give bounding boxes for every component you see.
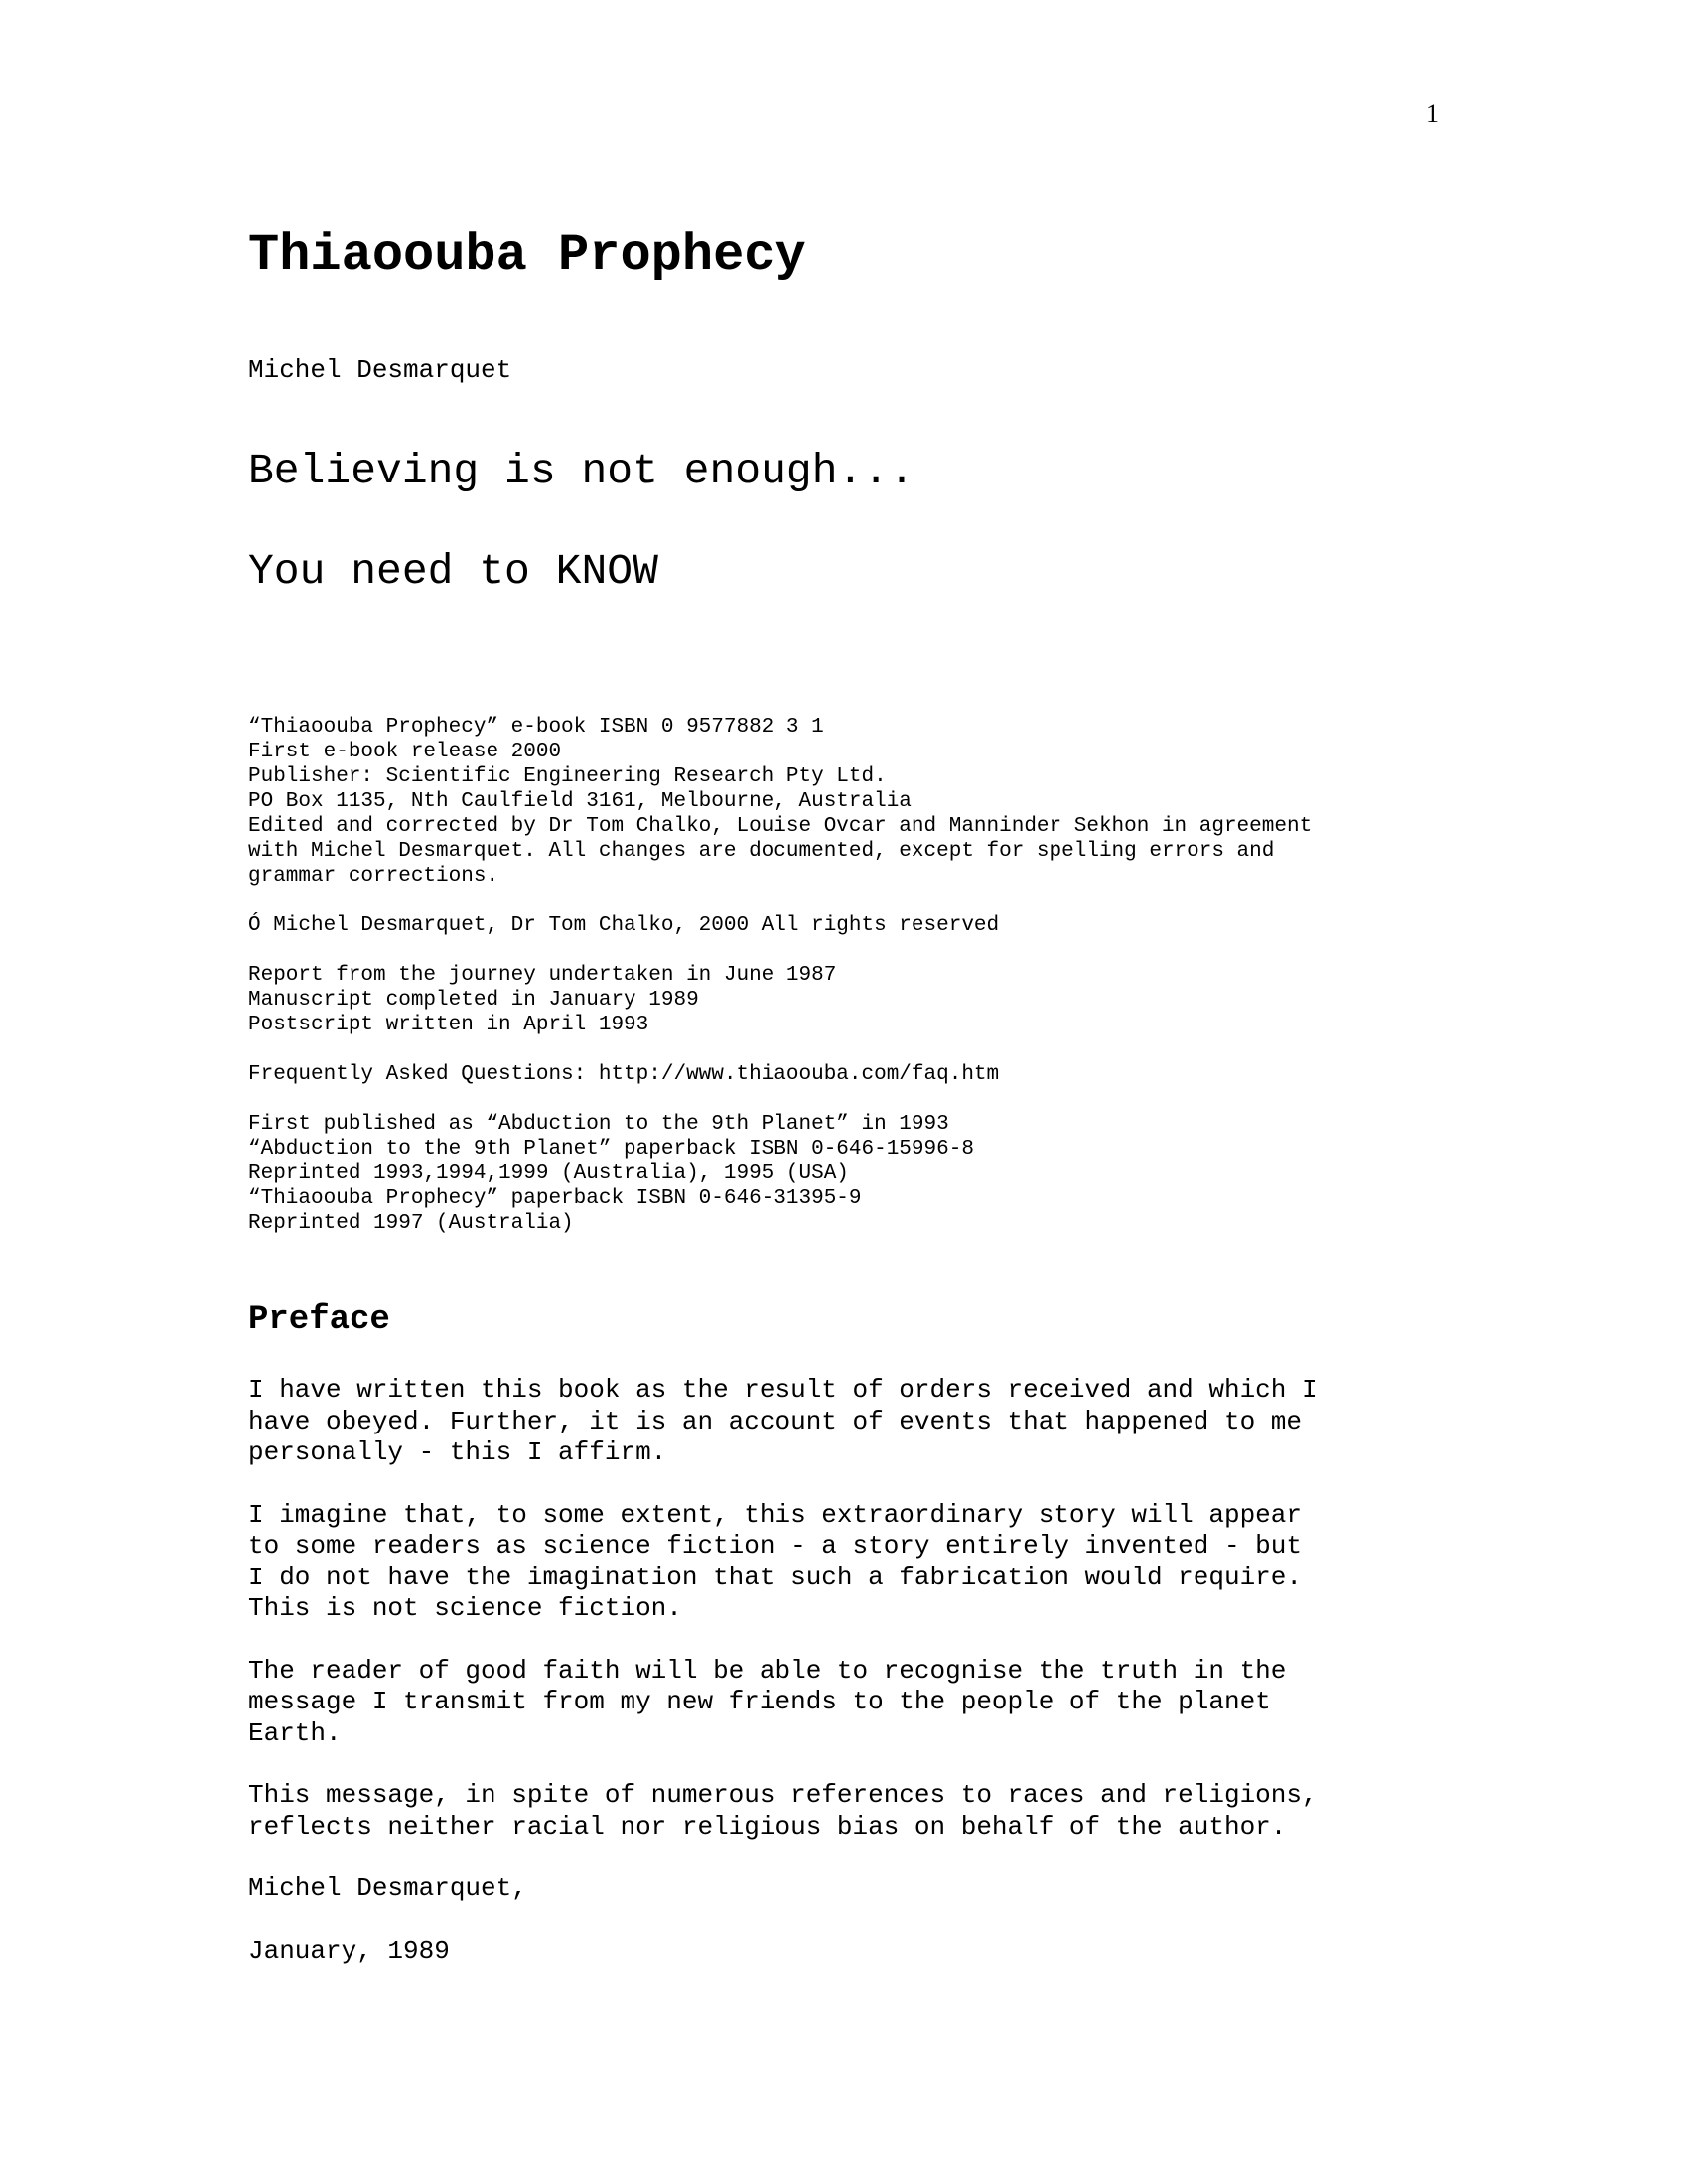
colophon xyxy=(248,715,1440,1261)
preface-paragraph xyxy=(248,1780,1460,1843)
preface-signature xyxy=(248,1873,1460,1905)
colophon-editions-block xyxy=(248,1112,1440,1236)
colophon-line: Postscript written in April 1993 xyxy=(248,1014,649,1036)
colophon-line: Reprinted 1993,1994,1999 (Australia), 1995 (USA) xyxy=(248,1162,849,1185)
book-title: Thiaoouba Prophecy xyxy=(248,226,806,285)
colophon-publication-block xyxy=(248,715,1440,888)
preface-date xyxy=(248,1936,1460,1968)
preface-line: I have written this book as the result of orders received and which I xyxy=(248,1375,1318,1405)
preface-line: Michel Desmarquet, xyxy=(248,1873,527,1903)
preface-line: Earth. xyxy=(248,1717,342,1748)
tagline-know: You need to KNOW xyxy=(248,547,658,596)
colophon-copyright-block xyxy=(248,913,1440,938)
preface-line: This is not science fiction. xyxy=(248,1593,682,1623)
colophon-line: Frequently Asked Questions: http://www.thiaoouba.com/faq.htm xyxy=(248,1063,1000,1086)
colophon-line: PO Box 1135, Nth Caulfield 3161, Melbourne, Australia xyxy=(248,790,912,813)
colophon-line: “Thiaoouba Prophecy” paperback ISBN 0-646-31395-9 xyxy=(248,1187,862,1210)
preface-line: I imagine that, to some extent, this extraordinary story will appear xyxy=(248,1499,1302,1530)
preface-line: message I transmit from my new friends to the people of the planet xyxy=(248,1687,1271,1716)
preface-line: personally - this I affirm. xyxy=(248,1437,667,1467)
preface-line: The reader of good faith will be able to recognise the truth in the xyxy=(248,1655,1287,1686)
preface-line: This message, in spite of numerous references to races and religions, xyxy=(248,1780,1318,1810)
preface-heading: Preface xyxy=(248,1301,390,1339)
colophon-history-block xyxy=(248,963,1440,1037)
page-number: 1 xyxy=(1426,99,1439,128)
preface-paragraph xyxy=(248,1656,1460,1750)
colophon-line: “Thiaoouba Prophecy” e-book ISBN 0 9577882 3 1 xyxy=(248,716,824,739)
preface-line: to some readers as science fiction - a story entirely invented - but xyxy=(248,1531,1302,1561)
author-name: Michel Desmarquet xyxy=(248,355,512,385)
preface-line: I do not have the imagination that such a fabrication would require. xyxy=(248,1562,1302,1592)
colophon-faq-block xyxy=(248,1062,1440,1087)
preface-line: reflects neither racial nor religious bias on behalf of the author. xyxy=(248,1811,1287,1842)
preface-line: have obeyed. Further, it is an account of events that happened to me xyxy=(248,1406,1302,1436)
colophon-line: Manuscript completed in January 1989 xyxy=(248,989,699,1012)
tagline-believing: Believing is not enough... xyxy=(248,447,914,495)
colophon-line: First published as “Abduction to the 9th Planet” in 1993 xyxy=(248,1113,949,1136)
colophon-line: Edited and corrected by Dr Tom Chalko, Louise Ovcar and Manninder Sekhon in agreement xyxy=(248,815,1313,838)
preface-body xyxy=(248,1375,1460,1997)
colophon-line: Reprinted 1997 (Australia) xyxy=(248,1212,574,1235)
preface-line: January, 1989 xyxy=(248,1935,450,1966)
colophon-line: with Michel Desmarquet. All changes are documented, except for spelling errors and xyxy=(248,840,1275,863)
colophon-line: Ó Michel Desmarquet, Dr Tom Chalko, 2000 All rights reserved xyxy=(248,914,1000,937)
colophon-line: First e-book release 2000 xyxy=(248,741,562,763)
colophon-line: Report from the journey undertaken in June 1987 xyxy=(248,964,837,987)
preface-paragraph xyxy=(248,1500,1460,1625)
colophon-line: grammar corrections. xyxy=(248,865,499,887)
colophon-line: “Abduction to the 9th Planet” paperback ISBN 0-646-15996-8 xyxy=(248,1138,974,1160)
colophon-line: Publisher: Scientific Engineering Research Pty Ltd. xyxy=(248,765,887,788)
preface-paragraph xyxy=(248,1375,1460,1469)
